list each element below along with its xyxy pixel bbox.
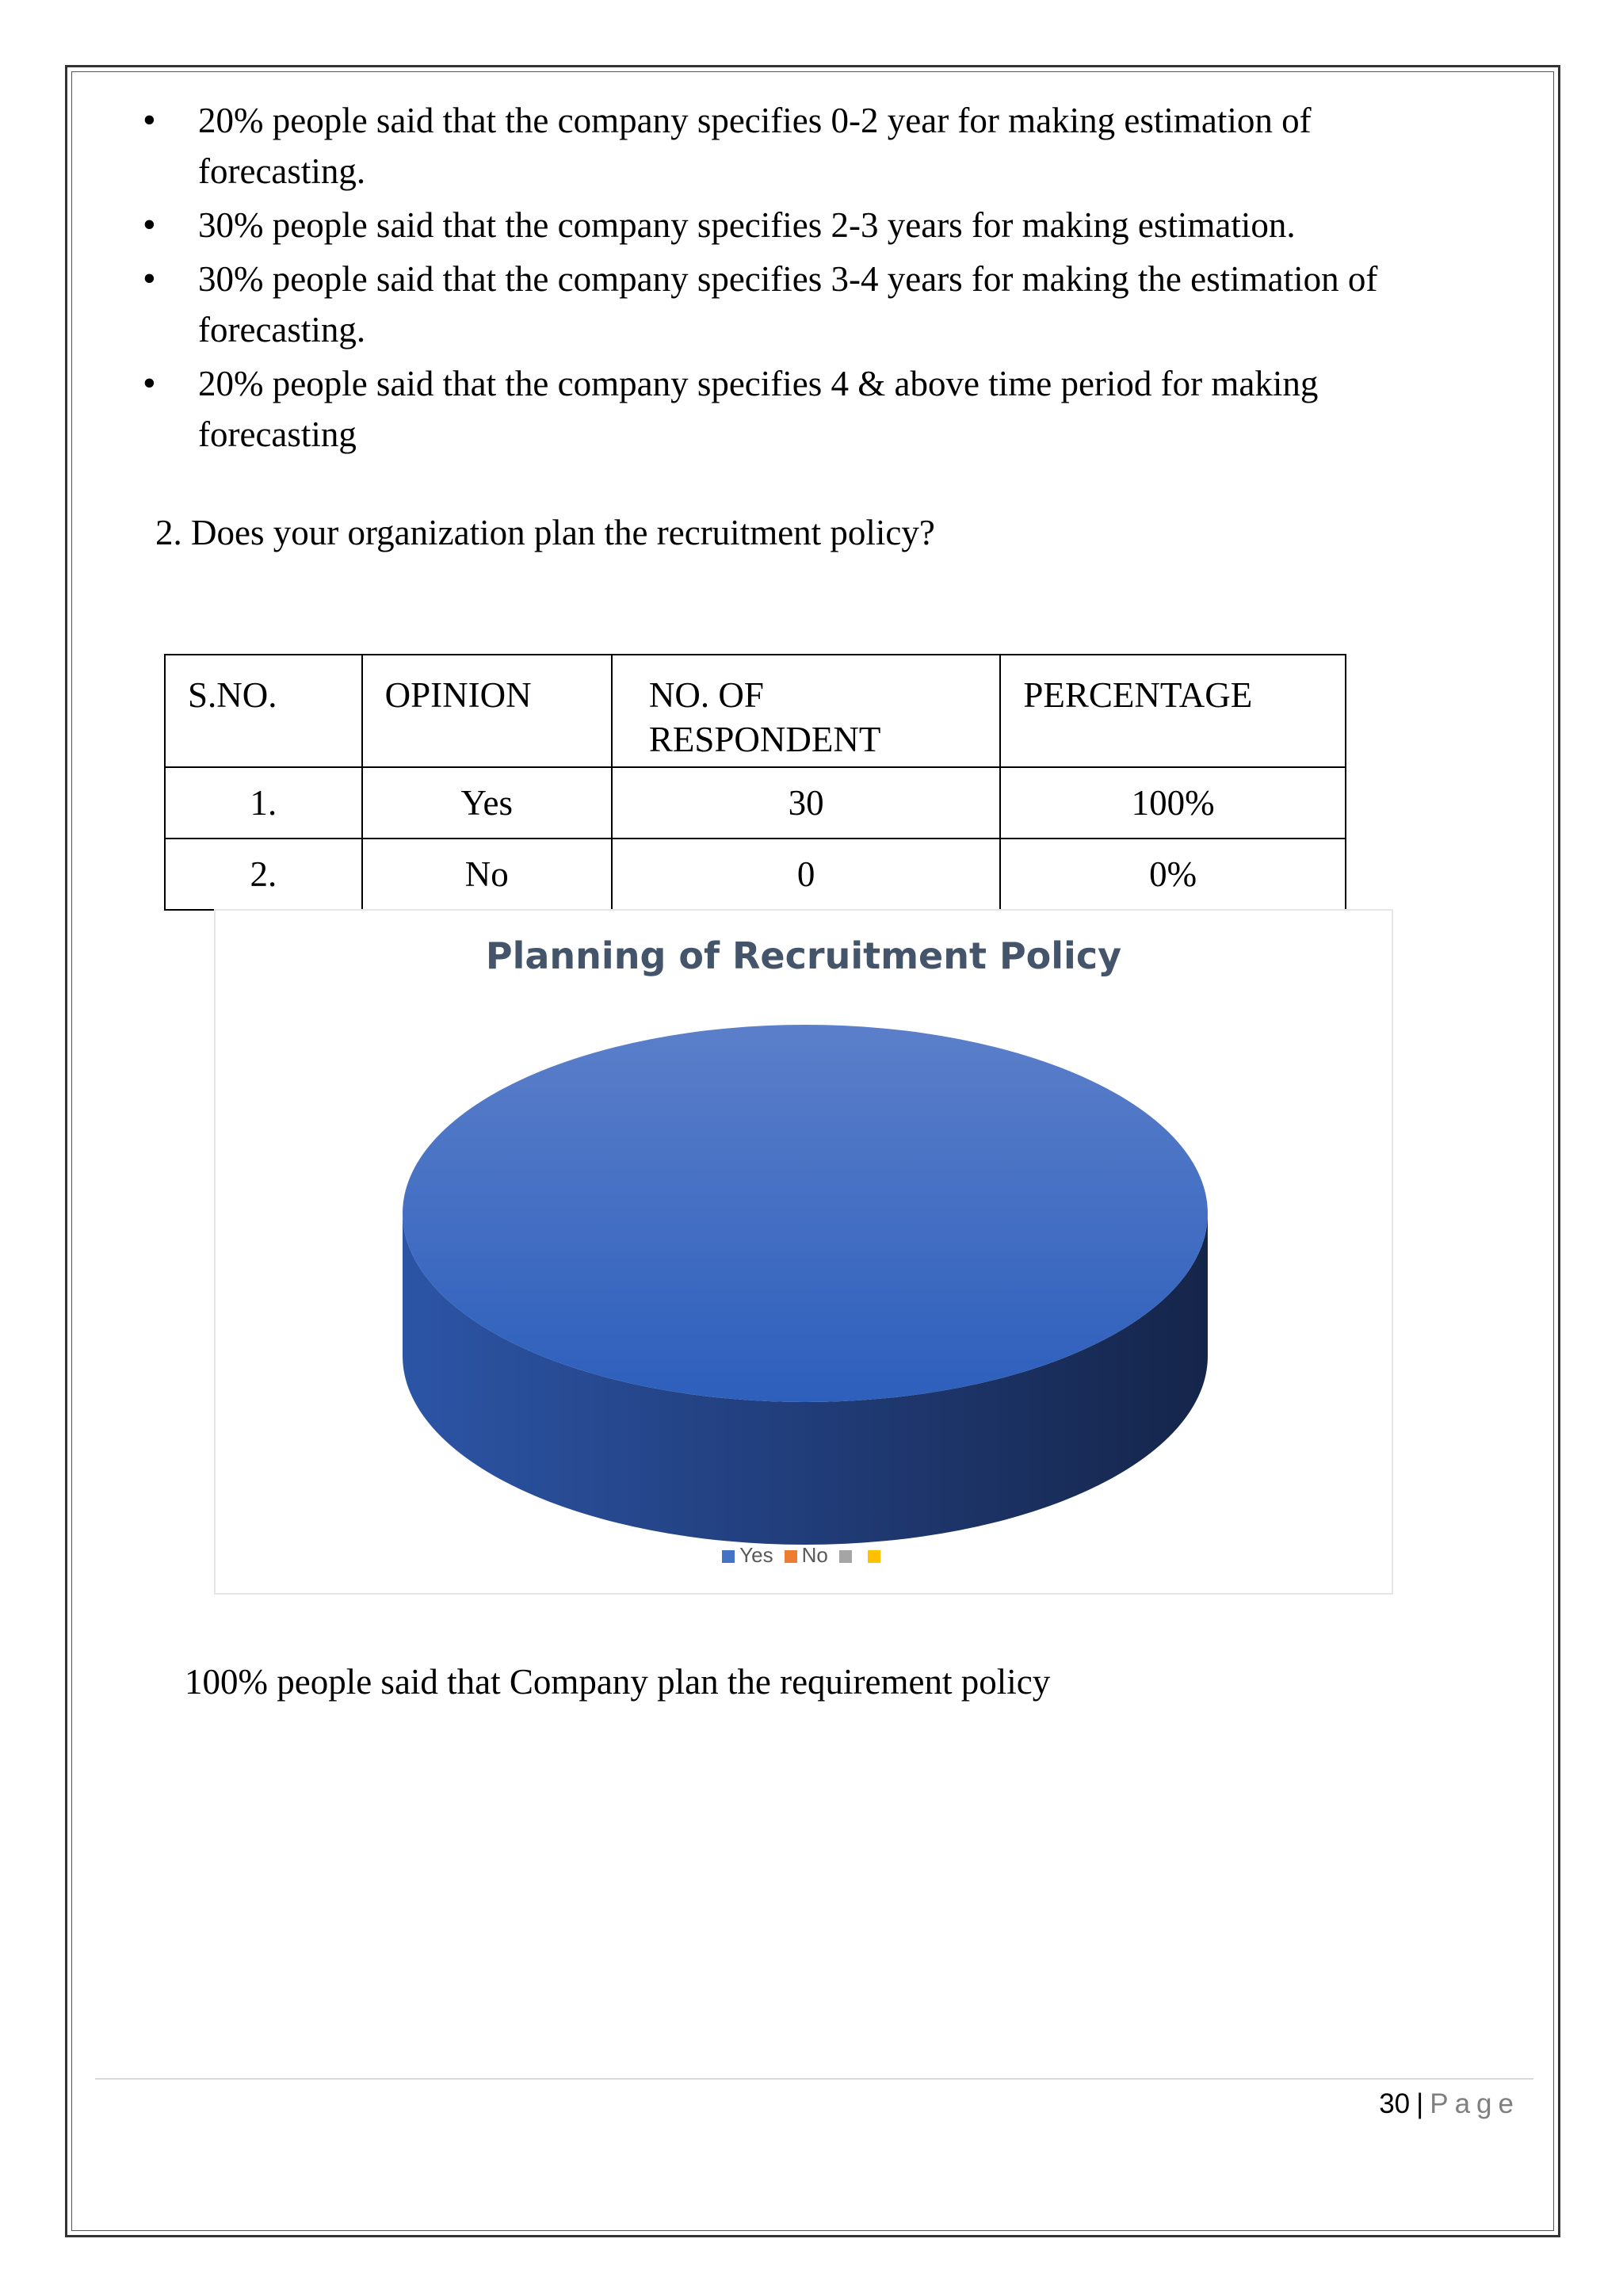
- legend-swatch: [785, 1550, 797, 1563]
- chart-legend: [216, 1543, 1392, 1568]
- page-number: 30: [1379, 2088, 1411, 2119]
- table-header-row: [165, 655, 1346, 767]
- table-row: [165, 839, 1346, 910]
- response-table: [164, 654, 1346, 911]
- table-row: [165, 767, 1346, 839]
- bullet-item: • 20% people said that the company specifies 4 & above time period for making forecasting: [143, 358, 1426, 460]
- header-sno: S.NO.: [165, 655, 362, 767]
- cell-respondents: 30: [612, 767, 1000, 839]
- pie-slice-yes: [403, 1025, 1208, 1402]
- legend-item: [722, 1543, 773, 1568]
- pie-chart-canvas: [216, 911, 1395, 1596]
- legend-swatch: [868, 1550, 880, 1563]
- cell-sno: 2.: [165, 839, 362, 910]
- legend-label: Yes: [739, 1543, 773, 1567]
- header-respondents: NO. OF RESPONDENT: [612, 655, 1000, 767]
- cell-opinion: Yes: [362, 767, 612, 839]
- pie-chart: [214, 909, 1393, 1595]
- legend-swatch: [839, 1550, 852, 1563]
- footer-separator: |: [1416, 2088, 1424, 2119]
- bullet-item: • 30% people said that the company specifies 3-4 years for making the estimation of forecasting.: [143, 254, 1426, 355]
- footer-divider: [95, 2078, 1533, 2080]
- legend-item: [785, 1543, 828, 1568]
- forecast-bullet-list: [143, 95, 1426, 463]
- conclusion-text: 100% people said that Company plan the requirement policy: [185, 1662, 1051, 1702]
- chart-title: Planning of Recruitment Policy: [485, 934, 1122, 977]
- cell-percentage: 0%: [1000, 839, 1346, 910]
- header-opinion: OPINION: [362, 655, 612, 767]
- cell-sno: 1.: [165, 767, 362, 839]
- legend-item: [868, 1543, 885, 1568]
- cell-opinion: No: [362, 839, 612, 910]
- page-footer: [1379, 2084, 1520, 2124]
- legend-item: [839, 1543, 857, 1568]
- cell-percentage: 100%: [1000, 767, 1346, 839]
- page-label: Page: [1430, 2088, 1520, 2119]
- question-heading: 2. Does your organization plan the recruitment policy?: [155, 513, 935, 552]
- bullet-item: • 20% people said that the company specifies 0-2 year for making estimation of forecasting.: [143, 95, 1426, 197]
- legend-label: No: [801, 1543, 828, 1567]
- legend-swatch: [722, 1550, 735, 1563]
- bullet-item: • 30% people said that the company specifies 2-3 years for making estimation.: [143, 200, 1426, 250]
- header-percentage: PERCENTAGE: [1000, 655, 1346, 767]
- cell-respondents: 0: [612, 839, 1000, 910]
